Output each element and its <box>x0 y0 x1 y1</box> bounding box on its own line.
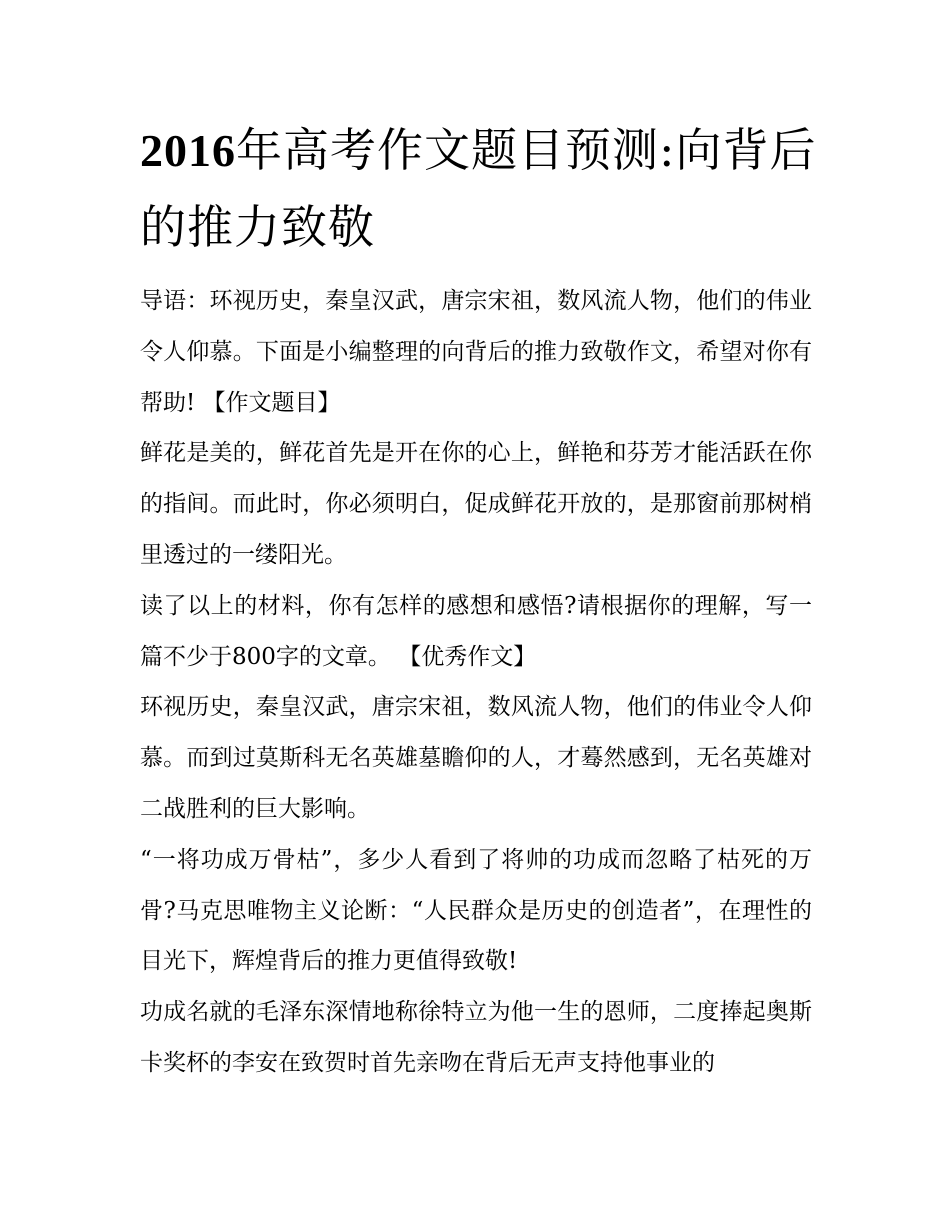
document-title <box>140 112 820 265</box>
paragraph-essay-1: 环视历史，秦皇汉武，唐宗宋祖，数风流人物，他们的伟业令人仰慕。而到过莫斯科无名英雄墓瞻仰的人，才蓦然感到，无名英雄对二战胜利的巨大影响。 <box>140 694 812 822</box>
title-year: 2016 <box>140 125 236 176</box>
paragraph-material: 鲜花是美的，鲜花首先是开在你的心上，鲜艳和芬芳才能活跃在你的指间。而此时，你必须明白，促成鲜花开放的，是那窗前那树梢里透过的一缕阳光。 <box>140 440 812 568</box>
paragraph-essay-2: “一将功成万骨枯”，多少人看到了将帅的功成而忽略了枯死的万骨?马克思唯物主义论断：“人民群众是历史的创造者”，在理性的目光下，辉煌背后的推力更值得致敬! <box>140 846 812 975</box>
document-body <box>140 276 812 1089</box>
paragraph-essay-3: 功成名就的毛泽东深情地称徐特立为他一生的恩师，二度捧起奥斯卡奖杯的李安在致贺时首先亲吻在背后无声支持他事业的 <box>140 999 812 1076</box>
title-text: 年高考作文题目预测:向背后的推力致敬 <box>140 123 817 254</box>
paragraph-intro: 导语：环视历史，秦皇汉武，唐宗宋祖，数风流人物，他们的伟业令人仰慕。下面是小编整理的向背后的推力致敬作文，希望对你有帮助! 【作文题目】 <box>140 288 812 416</box>
paragraph-prompt: 读了以上的材料，你有怎样的感想和感悟?请根据你的理解，写一篇不少于800字的文章。 【优秀作文】 <box>140 592 812 670</box>
